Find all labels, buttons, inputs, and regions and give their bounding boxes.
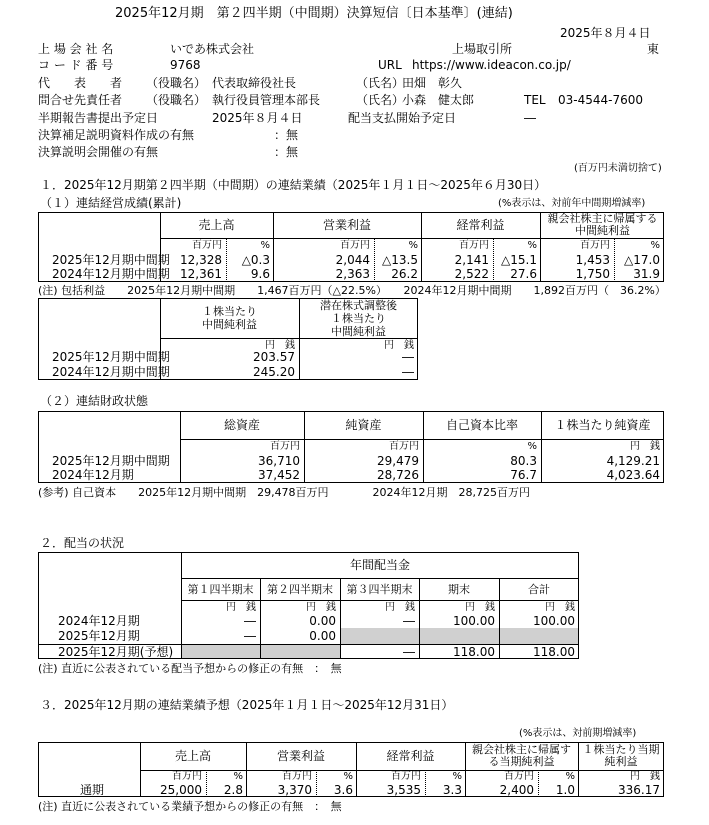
col-sales: 売上高 bbox=[174, 749, 211, 763]
cell-value: 100.00 bbox=[453, 614, 495, 628]
col-operating-income: 営業利益 bbox=[322, 218, 371, 232]
unit-label: 百万円 bbox=[172, 771, 202, 782]
col-ordinary-income: 経常利益 bbox=[456, 218, 505, 232]
unit-label: 百万円 bbox=[389, 441, 419, 452]
unit-label: 百万円 bbox=[391, 771, 421, 782]
cell-value: 2.8 bbox=[223, 783, 243, 797]
row-label: 2024年12月期中間期 bbox=[52, 267, 170, 281]
cell-value: ― bbox=[403, 645, 415, 659]
briefing-value: ：無 bbox=[274, 145, 299, 159]
cell-value: 336.17 bbox=[618, 783, 660, 797]
cell-value: 9.6 bbox=[250, 267, 270, 281]
exchange-label: 上場取引所 bbox=[452, 42, 513, 56]
cell-value: ― bbox=[402, 350, 414, 364]
pct-note: (%表示は、対前期増減率) bbox=[519, 728, 637, 739]
row-label: 2025年12月期中間期 bbox=[52, 454, 170, 468]
unit-label: 百万円 bbox=[192, 240, 222, 251]
rep-name-label: （氏名） bbox=[356, 76, 405, 90]
cell-value: 3,535 bbox=[386, 783, 421, 797]
cell-value: 29,479 bbox=[377, 454, 419, 468]
unit-label: % bbox=[527, 240, 537, 251]
cell-value: 203.57 bbox=[253, 350, 295, 364]
cell-value: 3.3 bbox=[442, 783, 462, 797]
contact-name-label: （氏名） bbox=[356, 93, 405, 107]
url-label: URL bbox=[378, 58, 402, 72]
col-total: 合計 bbox=[528, 582, 550, 596]
unit-label: 円 銭 bbox=[385, 602, 415, 613]
document-title: 2025年12月期 第２四半期（中間期）決算短信〔日本基準〕(連結) bbox=[115, 6, 513, 21]
exchange-value: 東 bbox=[647, 42, 660, 56]
unit-label: 円 銭 bbox=[306, 602, 336, 613]
cell-value: 1,453 bbox=[575, 253, 610, 267]
report-date-label: 半期報告書提出予定日 bbox=[38, 111, 159, 125]
cell-value: 2,522 bbox=[454, 267, 489, 281]
unit-label: % bbox=[233, 771, 243, 782]
company-label: 上 場 会 社 名 bbox=[38, 42, 114, 56]
cell-value: 26.2 bbox=[391, 267, 418, 281]
cell-value: ― bbox=[244, 614, 256, 628]
row-label: 2025年12月期中間期 bbox=[52, 350, 170, 364]
cell-value: 245.20 bbox=[253, 365, 295, 379]
dividend-note: (注) 直近に公表されている配当予想からの修正の有無 ： 無 bbox=[38, 662, 342, 675]
section1-title: １．2025年12月期第２四半期（中間期）の連結業績（2025年１月１日～2025年６月30日） bbox=[40, 178, 547, 192]
unit-label: 円 銭 bbox=[630, 771, 660, 782]
briefing-label: 決算説明会開催の有無 bbox=[38, 145, 159, 159]
unit-label: 百万円 bbox=[459, 240, 489, 251]
representative-label: 代 表 者 bbox=[38, 76, 123, 90]
col-eps: １株当たり当期純利益 bbox=[582, 743, 660, 768]
cell-value: 100.00 bbox=[533, 614, 575, 628]
supp-material-value: ：無 bbox=[274, 128, 299, 142]
cell-value: 0.00 bbox=[309, 614, 336, 628]
unit-label: 百万円 bbox=[270, 441, 300, 452]
section1-sub1: （１）連結経営成績(累計) bbox=[40, 196, 182, 210]
col-total-assets: 総資産 bbox=[223, 418, 260, 432]
contact-name: 小森 健太郎 bbox=[402, 93, 475, 107]
supp-material-label: 決算補足説明資料作成の有無 bbox=[38, 128, 195, 142]
col-q3-end: 第３四半期末 bbox=[346, 582, 413, 596]
col-operating-income: 営業利益 bbox=[276, 749, 325, 763]
unit-label: % bbox=[452, 771, 462, 782]
cell-value: 37,452 bbox=[258, 468, 300, 482]
cell-value: 118.00 bbox=[533, 645, 575, 659]
cell-value: ― bbox=[402, 365, 414, 379]
unit-label: 百万円 bbox=[340, 240, 370, 251]
unit-label: % bbox=[260, 240, 270, 251]
section1-sub2: （２）連結財政状態 bbox=[40, 394, 149, 408]
cell-value: 2,044 bbox=[335, 253, 370, 267]
tel-value: 03-4544-7600 bbox=[558, 93, 644, 107]
contact-title-label: （役職名） bbox=[146, 93, 207, 107]
unit-label: 円 銭 bbox=[384, 340, 414, 351]
row-label: 2024年12月期 bbox=[52, 468, 134, 482]
cell-value: 1.0 bbox=[555, 783, 575, 797]
cell-value: 1,750 bbox=[575, 267, 610, 281]
cell-value: 2,363 bbox=[335, 267, 370, 281]
tel-label: TEL bbox=[524, 93, 546, 107]
cell-value: 27.6 bbox=[510, 267, 537, 281]
cell-value: 28,726 bbox=[377, 468, 419, 482]
cell-value: 3,370 bbox=[277, 783, 312, 797]
cell-value: ― bbox=[403, 614, 415, 628]
cell-value: △15.1 bbox=[501, 253, 537, 267]
cell-value: △17.0 bbox=[624, 253, 660, 267]
comprehensive-income-note: (注) 包括利益 2025年12月期中間期 1,467百万円（△22.5%） 2024年12月期中間期 1,892百万円（ 36.2%） bbox=[38, 284, 666, 297]
cell-value: 118.00 bbox=[453, 645, 495, 659]
col-q1-end: 第１四半期末 bbox=[187, 582, 254, 596]
col-annual-dividend: 年間配当金 bbox=[349, 558, 410, 572]
col-q2-end: 第２四半期末 bbox=[267, 582, 333, 596]
url-link[interactable]: https://www.ideacon.co.jp/ bbox=[412, 58, 571, 72]
code-label: コ ー ド 番 号 bbox=[38, 58, 114, 72]
equity-note: (参考) 自己資本 2025年12月期中間期 29,478百万円 2024年12月期 28,725百万円 bbox=[38, 486, 531, 499]
contact-label: 問合せ先責任者 bbox=[38, 93, 123, 107]
unit-label: 百万円 bbox=[504, 771, 534, 782]
unit-label: % bbox=[650, 240, 660, 251]
cell-value: 12,361 bbox=[180, 267, 222, 281]
code-value: 9768 bbox=[170, 58, 201, 72]
unit-label: 円 銭 bbox=[226, 602, 256, 613]
row-label: 通期 bbox=[80, 783, 105, 797]
row-label: 2025年12月期 bbox=[58, 629, 140, 643]
cell-value: 76.7 bbox=[510, 468, 537, 482]
cell-value: 4,129.21 bbox=[606, 454, 660, 468]
unit-label: 円 銭 bbox=[545, 602, 575, 613]
unit-label: % bbox=[408, 240, 418, 251]
cell-value: 12,328 bbox=[180, 253, 222, 267]
col-net-income: 親会社株主に帰属する当期純利益 bbox=[472, 743, 571, 768]
col-diluted-eps: 潜在株式調整後 １株当たり 中間純利益 bbox=[320, 298, 397, 338]
row-label: 2024年12月期中間期 bbox=[52, 365, 170, 379]
cell-value: 4,023.64 bbox=[606, 468, 660, 482]
col-eps: １株当たり 中間純利益 bbox=[202, 305, 257, 331]
col-bps: １株当たり純資産 bbox=[554, 418, 651, 432]
row-label: 2024年12月期 bbox=[58, 614, 140, 628]
cell-value: ― bbox=[244, 629, 256, 643]
section3-title: ３．2025年12月期の連結業績予想（2025年１月１日～2025年12月31日） bbox=[40, 698, 454, 712]
row-label: 2025年12月期中間期 bbox=[52, 253, 170, 267]
section2-title: ２．配当の状況 bbox=[40, 536, 125, 550]
unit-label: 百万円 bbox=[580, 240, 610, 251]
unit-label: % bbox=[565, 771, 575, 782]
cell-value: 36,710 bbox=[258, 454, 300, 468]
rep-title-label: （役職名） bbox=[146, 76, 207, 90]
unit-label: 円 銭 bbox=[630, 441, 660, 452]
unit-label: % bbox=[527, 441, 537, 452]
cell-value: 80.3 bbox=[510, 454, 537, 468]
cell-value: △13.5 bbox=[382, 253, 418, 267]
cell-value: 3.6 bbox=[333, 783, 353, 797]
unit-label: 百万円 bbox=[282, 771, 312, 782]
cell-value: 31.9 bbox=[633, 267, 660, 281]
cell-value: 25,000 bbox=[160, 783, 202, 797]
cell-value: 2,400 bbox=[499, 783, 534, 797]
col-sales: 売上高 bbox=[198, 218, 235, 232]
col-equity-ratio: 自己資本比率 bbox=[445, 418, 518, 432]
col-ordinary-income: 経常利益 bbox=[386, 749, 435, 763]
dividend-start-label: 配当支払開始予定日 bbox=[348, 111, 457, 125]
unit-label: 円 銭 bbox=[265, 340, 295, 351]
unit-label: 円 銭 bbox=[465, 602, 495, 613]
company-name: いであ株式会社 bbox=[170, 42, 255, 56]
rep-name: 田畑 彰久 bbox=[402, 76, 463, 90]
col-net-income: 親会社株主に帰属する中間純利益 bbox=[547, 212, 658, 237]
rep-title: 代表取締役社長 bbox=[212, 76, 297, 90]
cell-value: 2,141 bbox=[454, 253, 489, 267]
unit-label: % bbox=[343, 771, 353, 782]
pct-note: (%表示は、対前年中間期増減率) bbox=[498, 198, 646, 209]
report-date: 2025年８月４日 bbox=[560, 26, 651, 40]
cell-value: 0.00 bbox=[309, 629, 336, 643]
contact-title: 執行役員管理本部長 bbox=[212, 93, 321, 107]
col-net-assets: 純資産 bbox=[345, 418, 382, 432]
row-label: 2025年12月期(予想) bbox=[58, 645, 174, 659]
unit-note: (百万円未満切捨て) bbox=[574, 163, 662, 174]
forecast-note: (注) 直近に公表されている業績予想からの修正の有無 ： 無 bbox=[38, 800, 342, 813]
dividend-start-value: ― bbox=[524, 111, 536, 125]
report-date-value: 2025年８月４日 bbox=[212, 111, 303, 125]
cell-value: △0.3 bbox=[241, 253, 270, 267]
col-period-end: 期末 bbox=[448, 582, 470, 596]
